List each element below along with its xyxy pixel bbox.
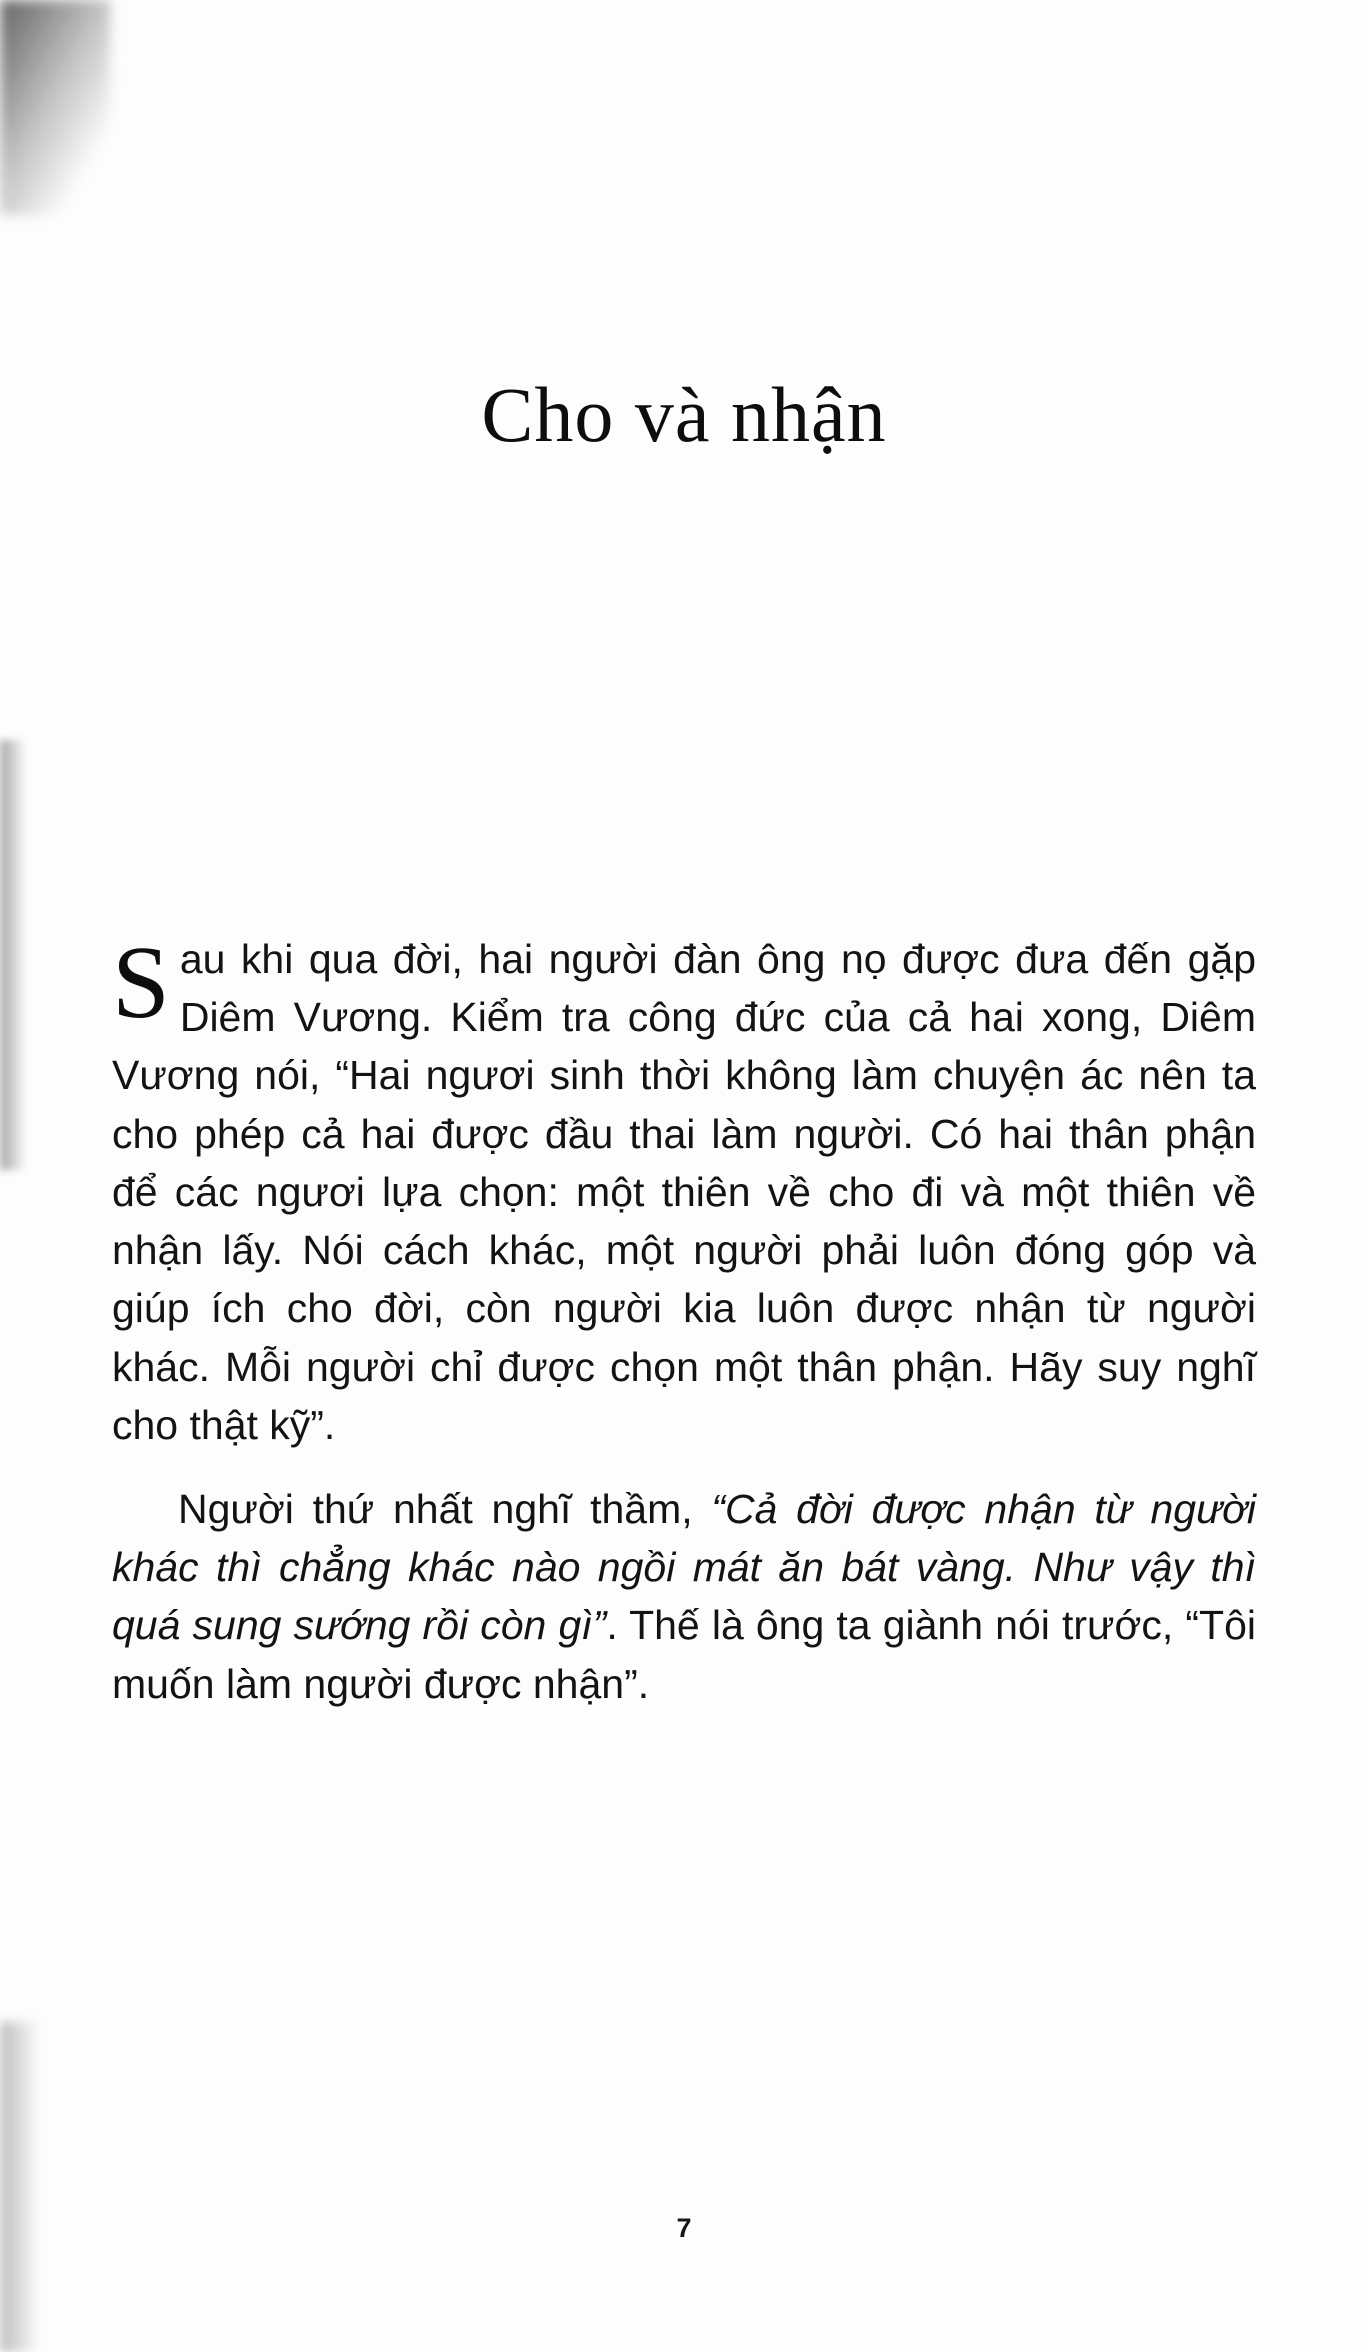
scan-shadow-bottom-icon: [0, 2022, 40, 2352]
paragraph-2: [112, 1480, 1256, 1713]
paragraph-2-lead: Người thứ nhất nghĩ thầm,: [178, 1485, 712, 1532]
body-text: [112, 925, 1256, 1713]
paragraph-2-quote: “Cả đời được nhận từ người khác thì chẳng khác nào ngồi mát ăn bát vàng. Như vậy thì quá sung sướng rồi còn gì”: [112, 1485, 1256, 1649]
paragraph-1: [112, 925, 1256, 1454]
scan-shadow-top-icon: [0, 0, 110, 215]
page-number: 7: [676, 2213, 692, 2243]
paragraph-1-text: au khi qua đời, hai người đàn ông nọ được đưa đến gặp Diêm Vương. Kiểm tra công đức của cả hai xong, Diêm Vương nói, “Hai ngươi sinh thời không làm chuyện ác nên ta cho phép cả hai được đầu thai làm người. Có hai thân phận để các ngươi lựa chọn: một thiên về cho đi và một thiên về nhận lấy. Nói cách khác, một người phải luôn đóng góp và giúp ích cho đời, còn người kia luôn được nhận từ người khác. Mỗi người chỉ được chọn một thân phận. Hãy suy nghĩ cho thật kỹ”.: [112, 936, 1256, 1448]
drop-cap: S: [112, 925, 170, 1040]
paragraph-2-tail: . Thế là ông ta giành nói trước, “Tôi muốn làm người được nhận”.: [112, 1602, 1256, 1707]
scan-shadow-middle-icon: [0, 740, 26, 1170]
chapter-title: Cho và nhận: [481, 371, 887, 459]
